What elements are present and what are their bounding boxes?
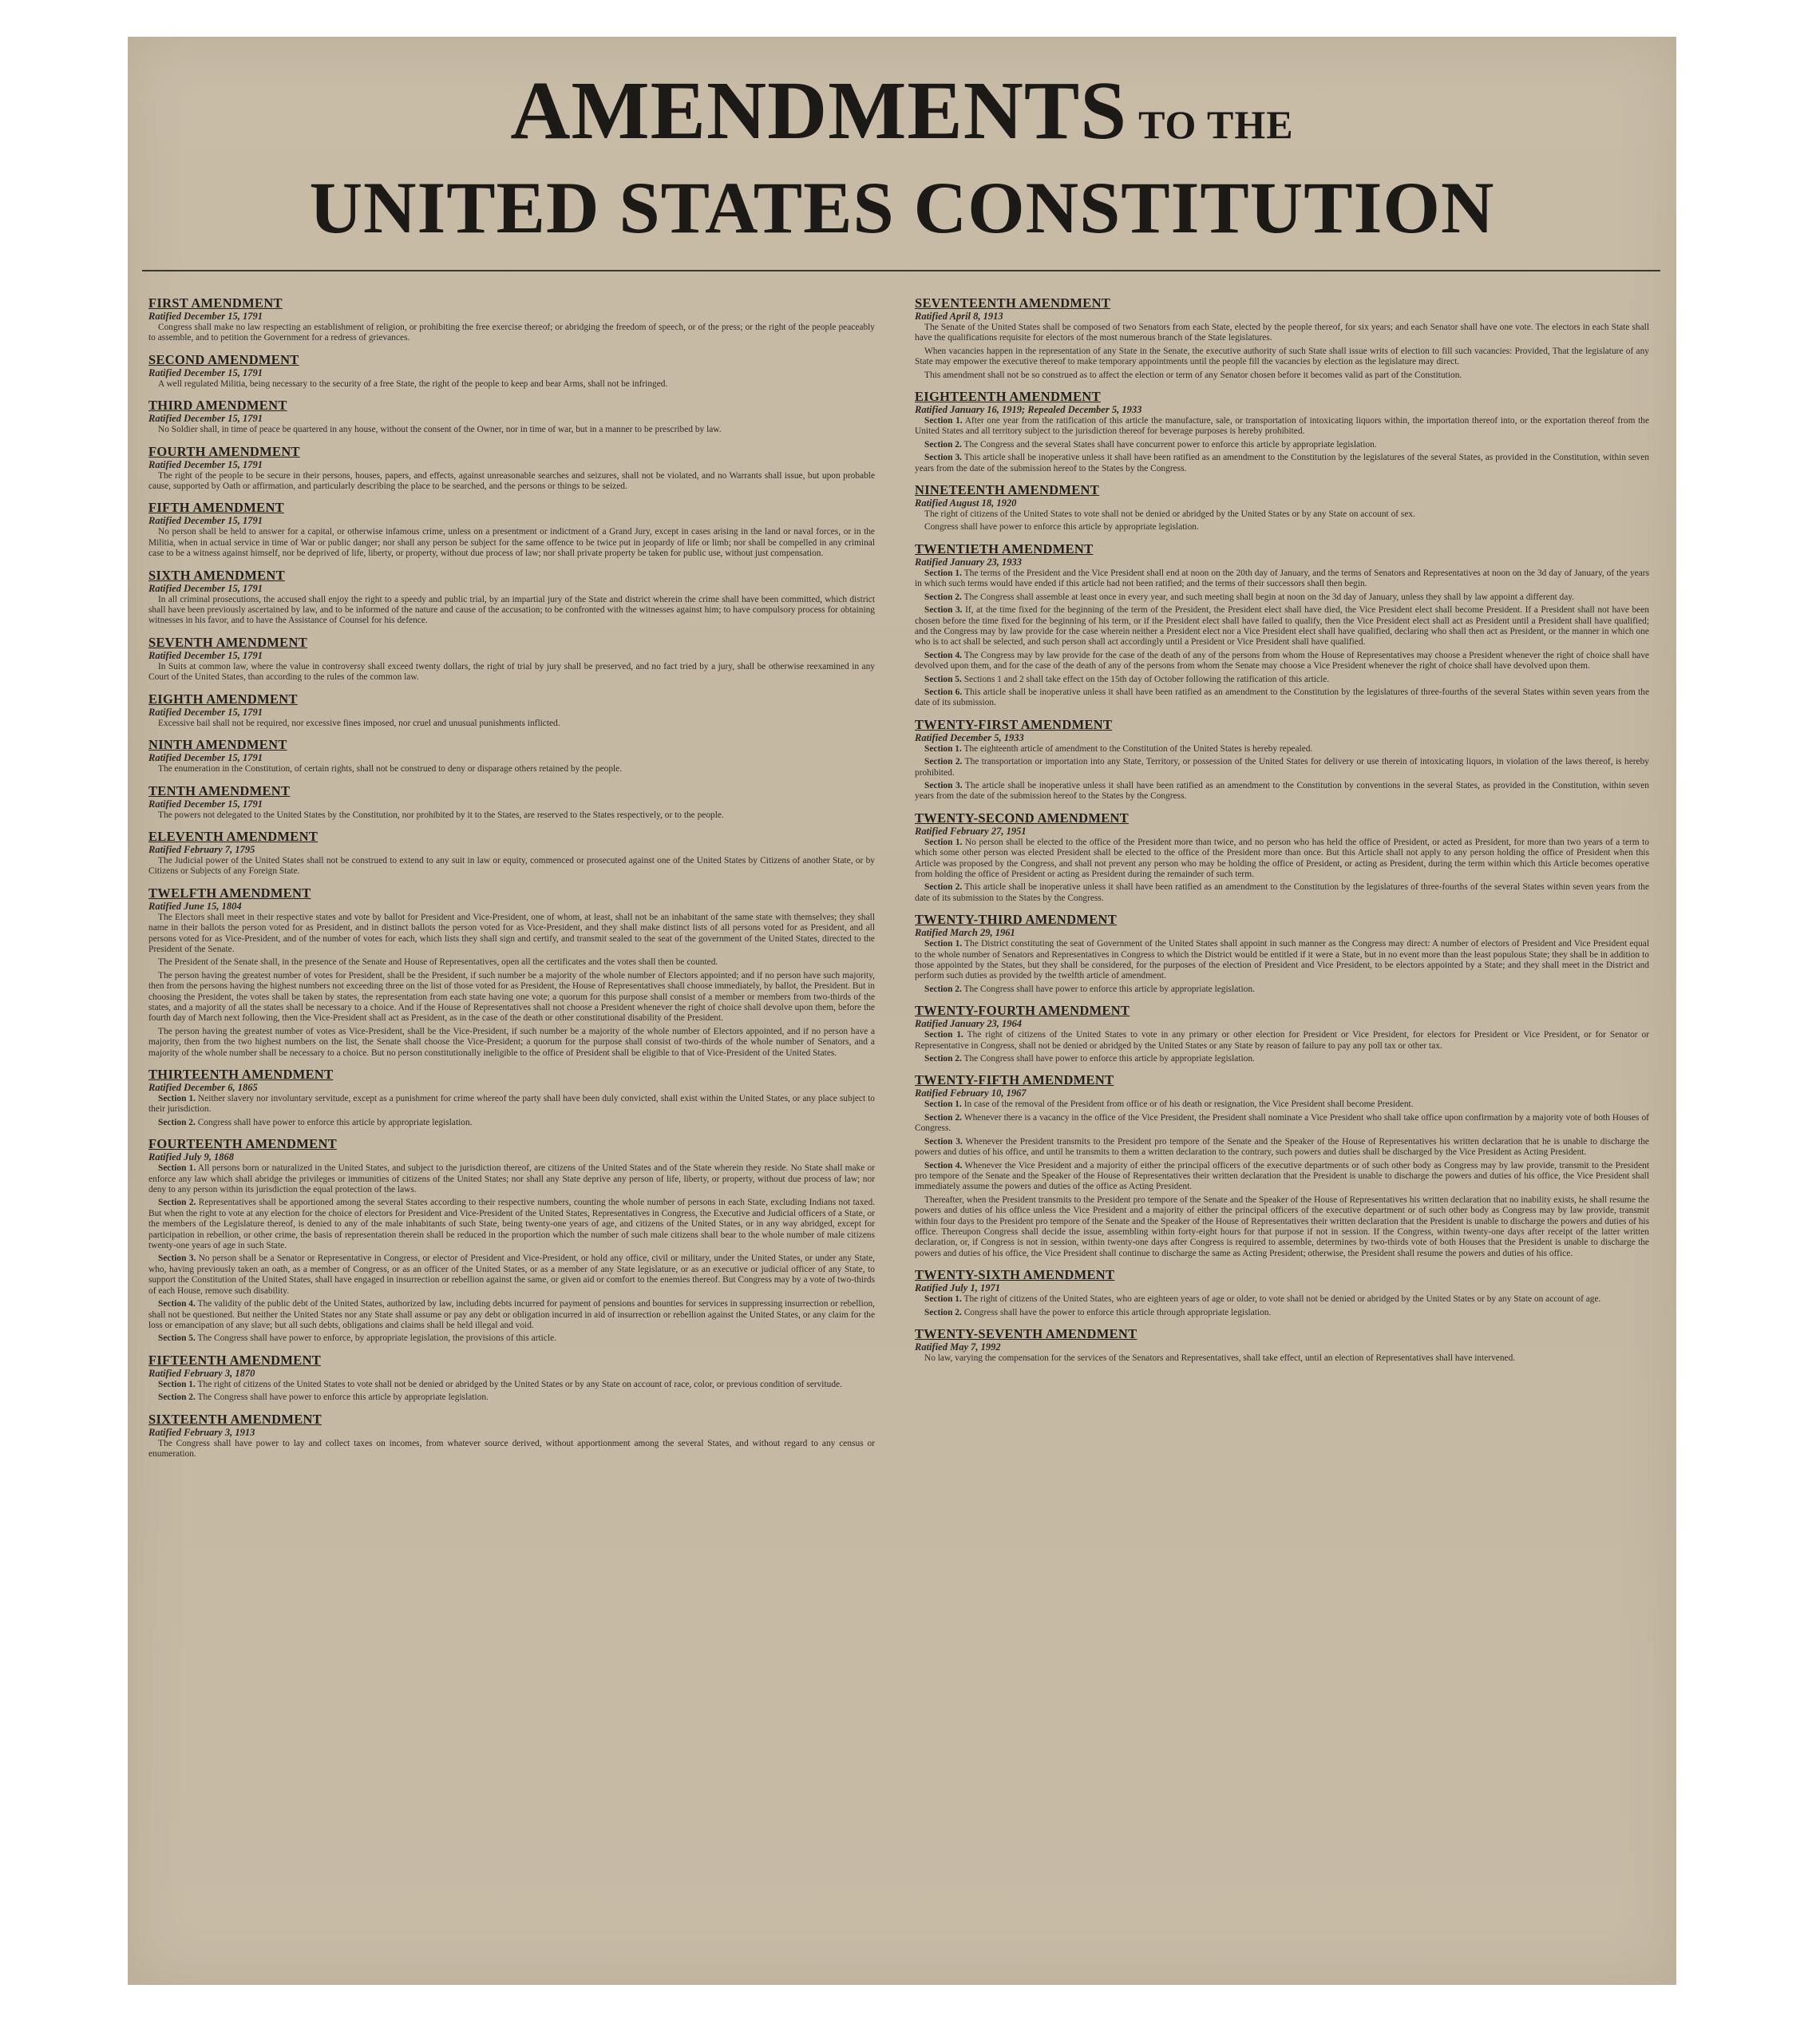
amendment-block — [148, 885, 875, 1059]
poster-title — [128, 65, 1676, 255]
amendment-heading: SECOND AMENDMENT — [148, 351, 299, 367]
amendment-block — [915, 1072, 1649, 1259]
amendment-block — [148, 1136, 875, 1345]
ratified-date: Ratified June 15, 1804 — [148, 900, 242, 912]
amendment-text — [915, 838, 1649, 881]
ratified-date: Ratified December 15, 1791 — [148, 311, 263, 322]
section-text: Excessive bail shall not be required, nor excessive fines imposed, nor cruel and unusual punishments inflicted. — [158, 718, 560, 728]
section-text: The right of citizens of the United States to vote shall not be denied or abridged by the United States or by any State on account of race, color, or previous condition of servitude. — [197, 1379, 842, 1389]
amendment-text — [915, 440, 1649, 450]
amendment-text — [915, 984, 1649, 995]
amendment-text — [915, 370, 1649, 381]
section-label: Section 3. — [158, 1254, 196, 1264]
amendment-text — [148, 971, 875, 1024]
section-text: The Congress shall have power to enforce this article by appropriate legislation. — [197, 1392, 489, 1403]
section-text: All persons born or naturalized in the United States, and subject to the jurisdiction thereof, are citizens of the United States and of the State wherein they reside. No State shall make or enforce any law which shall abridge the privileges or immunities of citizens of the United States; nor shall any State deprive any person of life, liberty, or property, without due process of law; nor deny to any person within its jurisdiction the equal protection of the laws. — [148, 1163, 876, 1195]
amendment-heading: TWENTY-SECOND AMENDMENT — [915, 810, 1130, 826]
amendment-heading: SEVENTEENTH AMENDMENT — [915, 295, 1111, 311]
section-label: Section 2. — [924, 592, 962, 602]
section-label: Section 2. — [924, 1112, 962, 1123]
section-text: A well regulated Militia, being necessary to the security of a free State, the right of the people to keep and bear Arms, shall not be infringed. — [158, 378, 668, 389]
amendment-text — [915, 509, 1649, 520]
amendment-text — [148, 527, 875, 559]
amendment-heading: TWELFTH AMENDMENT — [148, 885, 311, 901]
section-text: The Electors shall meet in their respective states and vote by ballot for President and Vice-President, one of whom, at least, shall not be an inhabitant of the same state with themselves; they shall name in their ballots the person voted for as President, and in distinct ballots the person voted for as Vice-President, and they shall make distinct lists of all persons voted for as President, and all persons voted for as Vice-President, and of the number of votes for each, which lists they shall sign and certify, and transmit sealed to the seat of the government of the United States, directed to the President of the Senate. — [148, 912, 875, 954]
amendment-heading: TWENTY-FIFTH AMENDMENT — [915, 1072, 1114, 1088]
amendment-block — [915, 541, 1649, 709]
amendment-heading: THIRTEENTH AMENDMENT — [148, 1067, 334, 1082]
ratified-date: Ratified August 18, 1920 — [915, 497, 1017, 509]
amendment-text — [148, 1392, 875, 1403]
title-connector: TO THE — [1138, 102, 1294, 147]
amendment-text — [148, 1299, 875, 1331]
amendment-block — [915, 295, 1649, 381]
amendment-text — [915, 1099, 1649, 1110]
amendment-text — [915, 592, 1649, 603]
amendment-text — [148, 1439, 875, 1460]
section-text: The right of the people to be secure in their persons, houses, papers, and effects, against unreasonable searches and seizures, shall not be violated, and no Warrants shall issue, but upon probable cause, supported by Oath or affirmation, and particularly describing the place to be searched, and the persons or things to be seized. — [148, 470, 875, 492]
section-label: Section 4. — [158, 1299, 196, 1309]
section-text: The powers not delegated to the United States by the Constitution, nor prohibited by it to the States, are reserved to the States respectively, or to the people. — [158, 810, 724, 820]
section-text: In Suits at common law, where the value in controversy shall exceed twenty dollars, the right of trial by jury shall be preserved, and no fact tried by a jury, shall be otherwise reexamined in any Court of the United States, than according to the rules of the common law. — [148, 661, 875, 683]
title-divider — [142, 270, 1660, 271]
section-label: Section 2. — [924, 1307, 962, 1317]
section-label: Section 2. — [924, 757, 963, 767]
amendment-block — [148, 691, 875, 729]
amendment-heading: SIXTEENTH AMENDMENT — [148, 1411, 322, 1427]
ratified-date: Ratified February 3, 1870 — [148, 1367, 255, 1379]
amendment-block — [148, 1067, 875, 1128]
amendment-block — [148, 737, 875, 774]
amendment-heading: TENTH AMENDMENT — [148, 782, 291, 798]
section-text: This article shall be inoperative unless it shall have been ratified as an amendment to the Constitution by the legislatures of the several States, as provided in the Constitution, within seven years from the date of the submission hereof to the States by the Congress. — [915, 453, 1649, 473]
section-label: Section 4. — [924, 1160, 963, 1171]
ratified-date: Ratified December 6, 1865 — [148, 1082, 258, 1093]
amendment-text — [148, 1027, 875, 1059]
section-label: Section 1. — [924, 568, 962, 578]
amendment-text — [915, 347, 1649, 368]
amendment-block — [915, 389, 1649, 474]
section-text: The person having the greatest number of votes for President, shall be the President, if such number be a majority of the whole number of Electors appointed; and if no person have such majority, then from the persons having the highest numbers not exceeding three on the list of those voted for as President, the House of Representatives shall choose immediately, by ballot, the President. But in choosing the President, the votes shall be taken by states, the representation from each state having one vote; a quorum for this purpose shall consist of a member or members from two-thirds of the states, and a majority of all the states shall be necessary to a choice. And if the House of Representatives shall not choose a President whenever the right of choice shall devolve upon them, before the fourth day of March next following, then the Vice-President shall act as President, as in the case of the death or other constitutional disability of the President. — [148, 970, 875, 1024]
amendment-block — [915, 912, 1649, 995]
section-text: The validity of the public debt of the United States, authorized by law, including debts incurred for payment of pensions and bounties for services in suppressing insurrection or rebellion, shall not be questioned. But neither the United States nor any State shall assume or pay any debt or obligation incurred in aid of insurrection or rebellion against the United States, or any claim for the loss or emancipation of any slave; but all such debts, obligations and claims shall be held illegal and void. — [148, 1299, 875, 1330]
amendment-heading: ELEVENTH AMENDMENT — [148, 828, 318, 844]
section-text: The Congress shall have power to enforce this article by appropriate legislation. — [963, 1054, 1255, 1064]
section-text: This amendment shall not be so construed as to affect the election or term of any Senator chosen before it becomes valid as part of the Constitution. — [924, 370, 1462, 380]
amendment-text — [915, 1137, 1649, 1159]
amendment-block — [148, 398, 875, 435]
section-label: Section 1. — [924, 1099, 962, 1110]
amendment-heading: FIFTH AMENDMENT — [148, 500, 284, 516]
section-label: Section 5. — [924, 674, 962, 684]
amendment-heading: TWENTY-FOURTH AMENDMENT — [915, 1003, 1130, 1019]
section-text: No person shall be a Senator or Representative in Congress, or elector of President and Vice-President, or hold any office, civil or military, under the United States, or under any State, who, having previously taken an oath, as a member of Congress, or as an officer of the United States, or as a member of any State legislature, or as an executive or judicial officer of any State, to support the Constitution of the United States, shall have engaged in insurrection or rebellion against the same, or given aid or comfort to the enemies thereof. But Congress may by a vote of two-thirds of each House, remove such disability. — [148, 1254, 875, 1296]
amendment-text — [148, 957, 875, 968]
section-label: Section 1. — [158, 1379, 196, 1389]
amendment-block — [148, 1353, 875, 1404]
section-text: The terms of the President and the Vice President shall end at noon on the 20th day of January, and the terms of Senators and Representatives at noon on the 3d day of January, of the years in which such terms would have ended if this article had not been ratified; and the terms of their successors shall then begin. — [915, 568, 1649, 589]
ratified-date: Ratified January 23, 1933 — [915, 556, 1023, 568]
section-text: The Judicial power of the United States shall not be construed to extend to any suit in law or equity, commenced or prosecuted against one of the United States by Citizens of another State, or by Citizens or Subjects of any Foreign State. — [148, 855, 875, 877]
section-label: Section 3. — [924, 605, 963, 616]
amendment-heading: EIGHTH AMENDMENT — [148, 691, 298, 707]
section-text: The Congress and the several States shall have concurrent power to enforce this article by appropriate legislation. — [963, 439, 1377, 450]
section-text: Whenever there is a vacancy in the office of the Vice President, the President shall nominate a Vice President who shall take office upon confirmation by a majority vote of both Houses of Congress. — [915, 1112, 1649, 1134]
ratified-date: Ratified January 16, 1919; Repealed December 5, 1933 — [915, 404, 1142, 416]
amendment-text — [148, 1198, 875, 1251]
amendment-text — [915, 744, 1649, 755]
section-text: Congress shall make no law respecting an establishment of religion, or prohibiting the free exercise thereof; or abridging the freedom of speech, or of the press; or the right of the people peaceably to assemble, and to petition the Government for a redress of grievances. — [148, 323, 875, 343]
amendment-text — [915, 1054, 1649, 1064]
amendment-block — [148, 295, 875, 344]
right-column — [915, 295, 1649, 1372]
amendment-heading: THIRD AMENDMENT — [148, 398, 287, 414]
ratified-date: Ratified December 15, 1791 — [148, 649, 263, 661]
amendment-block — [148, 444, 875, 493]
amendment-text — [915, 568, 1649, 590]
amendment-text — [148, 1094, 875, 1115]
section-text: Whenever the President transmits to the President pro tempore of the Senate and the Speaker of the House of Representatives his written declaration that he is unable to discharge the powers and duties of his office, and until he transmits to them a written declaration to the contrary, such powers and duties shall be discharged by the Vice President as Acting President. — [915, 1136, 1649, 1158]
amendment-text — [915, 1195, 1649, 1259]
section-text: The District constituting the seat of Government of the United States shall appoint in such manner as the Congress may direct: A number of electors of President and Vice President equal to the whole number of Senators and Representatives in Congress to which the District would be entitled if it were a State, but in no event more than the least populous State; they shall be in addition to those appointed by the States, but they shall be considered, for the purposes of the election of President and Vice President, to be electors appointed by a State; and they shall meet in the District and perform such duties as provided by the twelfth article of amendment. — [915, 939, 1649, 981]
section-label: Section 2. — [924, 1054, 962, 1064]
section-label: Section 1. — [158, 1163, 196, 1174]
amendment-block — [148, 635, 875, 683]
amendment-block — [915, 717, 1649, 802]
amendment-text — [915, 675, 1649, 685]
section-text: The eighteenth article of amendment to the Constitution of the United States is hereby repealed. — [963, 743, 1313, 754]
amendment-text — [148, 810, 875, 821]
section-label: Section 2. — [158, 1117, 196, 1127]
ratified-date: Ratified December 15, 1791 — [148, 752, 263, 764]
left-column — [148, 295, 875, 1468]
section-text: The right of citizens of the United States, who are eighteen years of age or older, to vote shall not be denied or abridged by the United States or by any State on account of age. — [963, 1294, 1601, 1305]
section-text: The Senate of the United States shall be composed of two Senators from each State, elected by the people thereof, for six years; and each Senator shall have one vote. The electors in each State shall have the qualifications requisite for electors of the most numerous branch of the State legislatures. — [915, 323, 1649, 343]
amendment-text — [915, 1161, 1649, 1193]
amendment-text — [148, 1163, 875, 1195]
section-label: Section 1. — [924, 939, 963, 949]
section-label: Section 1. — [924, 837, 963, 847]
section-text: After one year from the ratification of this article the manufacture, sale, or transportation of intoxicating liquors within, the importation thereof into, or the exportation thereof from the United States and all territory subject to the jurisdiction thereof for beverage purposes is hereby prohibited. — [915, 416, 1649, 437]
amendment-text — [915, 1030, 1649, 1052]
ratified-date: Ratified February 10, 1967 — [915, 1087, 1027, 1099]
amendment-heading: FIRST AMENDMENT — [148, 295, 283, 311]
ratified-date: Ratified February 7, 1795 — [148, 843, 255, 855]
section-text: The article shall be inoperative unless it shall have been ratified as an amendment to the Constitution by conventions in the several States, as provided in the Constitution, within seven years from the date of the submission hereof to the States by the Congress. — [915, 780, 1649, 802]
section-text: The Congress shall assemble at least once in every year, and such meeting shall begin at noon on the 3d day of January, unless they shall by law appoint a different day. — [963, 592, 1575, 602]
section-label: Section 3. — [924, 1136, 963, 1147]
amendment-text — [148, 662, 875, 683]
amendment-heading: SIXTH AMENDMENT — [148, 567, 285, 583]
section-text: The right of citizens of the United States to vote shall not be denied or abridged by the United States or by any State on account of sex. — [924, 509, 1415, 520]
amendment-text — [915, 605, 1649, 648]
amendment-heading: TWENTIETH AMENDMENT — [915, 541, 1094, 557]
amendment-heading: SEVENTH AMENDMENT — [148, 634, 307, 650]
section-label: Section 2. — [158, 1198, 196, 1208]
section-text: Neither slavery nor involuntary servitude, except as a punishment for crime whereof the party shall have been duly convicted, shall exist within the United States, or any place subject to their jurisdiction. — [148, 1094, 875, 1115]
ratified-date: Ratified March 29, 1961 — [915, 927, 1015, 939]
amendment-text — [148, 856, 875, 877]
section-text: The Congress shall have power to enforce, by appropriate legislation, the provisions of this article. — [197, 1333, 556, 1344]
amendment-text — [915, 882, 1649, 904]
ratified-date: Ratified February 3, 1913 — [148, 1426, 255, 1438]
section-label: Section 3. — [924, 780, 963, 790]
amendment-block — [148, 1412, 875, 1460]
section-text: The Congress shall have power to lay and collect taxes on incomes, from whatever source derived, without apportionment among the several States, and without regard to any census or enumeration. — [148, 1438, 875, 1459]
amendment-block — [148, 568, 875, 627]
amendment-text — [148, 1333, 875, 1344]
ratified-date: Ratified December 15, 1791 — [148, 798, 263, 810]
section-text: The Congress may by law provide for the case of the death of any of the persons from whom the House of Representatives may choose a President whenever the right of choice shall have devolved upon them, and for the case of the death of any of the persons from whom the Senate may choose a Vice President whenever the right of choice shall have devolved upon them. — [915, 650, 1649, 671]
section-label: Section 2. — [158, 1392, 196, 1403]
section-label: Section 2. — [924, 984, 962, 994]
amendment-heading: NINTH AMENDMENT — [148, 737, 287, 753]
amendment-text — [915, 1113, 1649, 1135]
section-text: The enumeration in the Constitution, of certain rights, shall not be construed to deny or disparage others retained by the people. — [158, 764, 623, 774]
amendment-heading: FOURTEENTH AMENDMENT — [148, 1136, 337, 1152]
amendment-heading: FIFTEENTH AMENDMENT — [148, 1352, 322, 1368]
amendment-block — [915, 1003, 1649, 1064]
amendment-text — [915, 522, 1649, 533]
section-text: The transportation or importation into any State, Territory, or possession of the United States for delivery or use therein of intoxicating liquors, in violation of the laws thereof, is hereby prohibited. — [915, 757, 1649, 778]
section-text: No Soldier shall, in time of peace be quartered in any house, without the consent of the Owner, nor in time of war, but in a manner to be prescribed by law. — [158, 425, 722, 435]
amendment-text — [148, 1118, 875, 1128]
ratified-date: Ratified December 5, 1933 — [915, 731, 1024, 743]
amendment-heading: TWENTY-SEVENTH AMENDMENT — [915, 1325, 1137, 1341]
amendment-block — [915, 810, 1649, 904]
section-text: No law, varying the compensation for the services of the Senators and Representatives, shall take effect, until an election of Representatives shall have intervened. — [924, 1353, 1516, 1363]
title-line-2: UNITED STATES CONSTITUTION — [309, 167, 1495, 248]
section-text: When vacancies happen in the representation of any State in the Senate, the executive authority of such State shall issue writs of election to fill such vacancies: Provided, That the legislature of any State may empower the executive thereof to make temporary appointments until the people fill the vacancies by election as the legislature may direct. — [915, 346, 1649, 367]
amendments-poster — [128, 37, 1676, 1985]
section-text: The person having the greatest number of votes as Vice-President, shall be the Vice-President, if such number be a majority of the whole number of Electors appointed, and if no person have a majority, then from the two highest numbers on the list, the Senate shall choose the Vice-President; a quorum for the purpose shall consist of two-thirds of the whole number of Senators, and a majority of the whole number shall be necessary to a choice. But no person constitutionally ineligible to the office of President shall be eligible to that of Vice-President of the United States. — [148, 1026, 875, 1058]
section-label: Section 2. — [924, 882, 963, 893]
ratified-date: Ratified December 15, 1791 — [148, 366, 263, 378]
section-text: Thereafter, when the President transmits to the President pro tempore of the Senate and the Speaker of the House of Representatives his written declaration that no inability exists, he shall resume the powers and duties of his office unless the Vice President and a majority of either the principal officers of the executive department or of such other body as Congress may by law provide, transmit within four days to the President pro tempore of the Senate and the Speaker of the House of Representatives their written declaration that the President is unable to discharge the powers and duties of his office. Thereupon Congress shall decide the issue, assembling within forty-eight hours for that purpose if not in session. If the Congress, within twenty-one days after receipt of the latter written declaration, or, if Congress is not in session, within twenty-one days after Congress is required to assemble, determines by two-thirds vote of both Houses that the President is unable to discharge the powers and duties of his office, the Vice President shall continue to discharge the same as Acting President; otherwise, the President shall resume the powers and duties of his office. — [915, 1194, 1649, 1258]
section-text: No person shall be held to answer for a capital, or otherwise infamous crime, unless on a presentment or indictment of a Grand Jury, except in cases arising in the land or naval forces, or in the Militia, when in actual service in time of War or public danger; nor shall any person be subject for the same offence to be twice put in jeopardy of life or limb; nor shall be compelled in any criminal case to be a witness against himself, nor be deprived of life, liberty, or property, without due process of law; nor shall private property be taken for public use, without just compensation. — [148, 527, 875, 559]
amendment-text — [915, 757, 1649, 778]
ratified-date: Ratified January 23, 1964 — [915, 1018, 1023, 1030]
amendment-text — [148, 425, 875, 435]
section-text: The right of citizens of the United States to vote in any primary or other election for President or Vice President, for electors for President or Vice President, or for Senator or Representative in Congress, shall not be denied or abridged by the United States or any State by reason of failure to pay any poll tax or other tax. — [915, 1030, 1649, 1051]
ratified-date: Ratified December 15, 1791 — [148, 458, 263, 470]
section-text: This article shall be inoperative unless it shall have been ratified as an amendment to the Constitution by the legislatures of three-fourths of the several States within seven years from the date of its submission to the States by the Congress. — [915, 882, 1650, 903]
amendment-text — [915, 323, 1649, 344]
section-label: Section 1. — [158, 1094, 196, 1103]
amendment-heading: FOURTH AMENDMENT — [148, 443, 300, 459]
amendment-text — [148, 471, 875, 493]
section-text: Congress shall have power to enforce this article by appropriate legislation. — [197, 1117, 473, 1127]
ratified-date: Ratified February 27, 1951 — [915, 825, 1027, 837]
section-text: In case of the removal of the President from office or of his death or resignation, the Vice President shall become President. — [963, 1099, 1414, 1110]
amendment-text — [148, 764, 875, 774]
section-text: Whenever the Vice President and a majority of either the principal officers of the executive departments or of such other body as Congress may by law provide, transmit to the President pro tempore of the Senate and the Speaker of the House of Representatives their written declaration that the President is unable to discharge the powers and duties of his office, the Vice President shall immediately assume the powers and duties of the office as Acting President. — [915, 1160, 1649, 1192]
amendment-heading: TWENTY-THIRD AMENDMENT — [915, 912, 1118, 928]
amendment-text — [148, 323, 875, 344]
title-main: AMENDMENTS — [510, 65, 1128, 156]
amendment-text — [148, 1380, 875, 1390]
amendment-text — [915, 1308, 1649, 1318]
section-label: Section 4. — [924, 650, 963, 660]
section-label: Section 2. — [924, 439, 962, 450]
section-text: In all criminal prosecutions, the accused shall enjoy the right to a speedy and public trial, by an impartial jury of the State and district wherein the crime shall have been committed, which district shall have been previously ascertained by law, and to be informed of the nature and cause of the accusation; to be confronted with the witnesses against him; to have compulsory process for obtaining witnesses in his favor, and to have the Assistance of Counsel for his defence. — [148, 594, 875, 626]
section-label: Section 5. — [158, 1333, 196, 1344]
ratified-date: Ratified December 15, 1791 — [148, 706, 263, 718]
section-label: Section 1. — [924, 1030, 963, 1040]
amendment-text — [915, 1353, 1649, 1364]
amendment-text — [148, 595, 875, 627]
section-text: Representatives shall be apportioned among the several States according to their respective numbers, counting the whole number of persons in each State, excluding Indians not taxed. But when the right to vote at any election for the choice of electors for President and Vice-President of the United States, Representatives in Congress, the Executive and Judicial officers of a State, or the members of the Legislature thereof, is denied to any of the male inhabitants of such State, being twenty-one years of age, and citizens of the United States, or in any way abridged, except for participation in rebellion, or other crime, the basis of representation therein shall be reduced in the proportion which the number of such male citizens shall bear to the whole number of male citizens twenty-one years of age in such State. — [148, 1198, 875, 1251]
section-text: If, at the time fixed for the beginning of the term of the President, the President elect shall have died, the Vice President elect shall become President. If a President shall not have been chosen before the time fixed for the beginning of his term, or if the President elect shall have failed to qualify, then the Vice President elect shall act as President until a President shall have qualified; and the Congress may by law provide for the case wherein neither a President elect nor a Vice President elect shall have qualified, declaring who shall then act as President, or the manner in which one who is to act shall be selected, and such person shall act accordingly until a President or Vice President shall have qualified. — [915, 605, 1649, 648]
section-label: Section 1. — [924, 1294, 962, 1305]
ratified-date: Ratified July 1, 1971 — [915, 1282, 1000, 1294]
section-label: Section 6. — [924, 687, 963, 697]
section-text: The President of the Senate shall, in the presence of the Senate and House of Representatives, open all the certificates and the votes shall then be counted. — [158, 957, 718, 968]
section-text: No person shall be elected to the office of the President more than twice, and no person who has held the office of President, or acted as President, for more than two years of a term to which some other person was elected President shall be elected to the office of the President more than once. But this Article shall not apply to any person holding the office of President when this Article was proposed by the Congress, and shall not prevent any person who may be holding the office of President, or acting as President, during the term within which this Article becomes operative from holding the office of President or acting as President during the remainder of such term. — [915, 837, 1649, 879]
amendment-text — [915, 416, 1649, 438]
amendment-text — [915, 651, 1649, 672]
amendment-heading: NINETEENTH AMENDMENT — [915, 482, 1100, 498]
section-text: Sections 1 and 2 shall take effect on the 15th day of October following the ratification of this article. — [963, 674, 1330, 684]
section-label: Section 3. — [924, 453, 963, 463]
amendment-text — [148, 1254, 875, 1297]
amendment-block — [148, 829, 875, 877]
amendment-block — [915, 482, 1649, 533]
amendment-text — [915, 1294, 1649, 1305]
amendment-block — [915, 1326, 1649, 1364]
amendment-text — [148, 379, 875, 390]
section-label: Section 1. — [924, 416, 963, 426]
amendment-block — [148, 500, 875, 559]
amendment-text — [915, 687, 1649, 709]
amendment-block — [915, 1267, 1649, 1318]
amendment-text — [915, 939, 1649, 982]
ratified-date: Ratified December 15, 1791 — [148, 413, 263, 425]
section-text: Congress shall have power to enforce this article by appropriate legislation. — [924, 522, 1199, 533]
amendment-heading: EIGHTEENTH AMENDMENT — [915, 389, 1101, 405]
amendment-heading: TWENTY-SIXTH AMENDMENT — [915, 1267, 1115, 1283]
amendment-text — [148, 719, 875, 729]
amendment-block — [148, 783, 875, 821]
ratified-date: Ratified May 7, 1992 — [915, 1341, 1001, 1353]
ratified-date: Ratified April 8, 1913 — [915, 311, 1003, 322]
amendment-heading: TWENTY-FIRST AMENDMENT — [915, 716, 1113, 732]
section-label: Section 1. — [924, 743, 962, 754]
amendment-text — [915, 453, 1649, 474]
ratified-date: Ratified July 9, 1868 — [148, 1151, 234, 1163]
amendment-block — [148, 352, 875, 390]
amendment-text — [148, 913, 875, 956]
section-text: This article shall be inoperative unless it shall have been ratified as an amendment to the Constitution by the legislatures of three-fourths of the several States within seven years from the date of its submission. — [915, 687, 1650, 708]
title-line-1 — [128, 65, 1676, 156]
amendment-text — [915, 781, 1649, 802]
section-text: Congress shall have the power to enforce this article through appropriate legislation. — [963, 1307, 1272, 1317]
section-text: The Congress shall have power to enforce this article by appropriate legislation. — [963, 984, 1255, 994]
ratified-date: Ratified December 15, 1791 — [148, 515, 263, 527]
ratified-date: Ratified December 15, 1791 — [148, 582, 263, 594]
